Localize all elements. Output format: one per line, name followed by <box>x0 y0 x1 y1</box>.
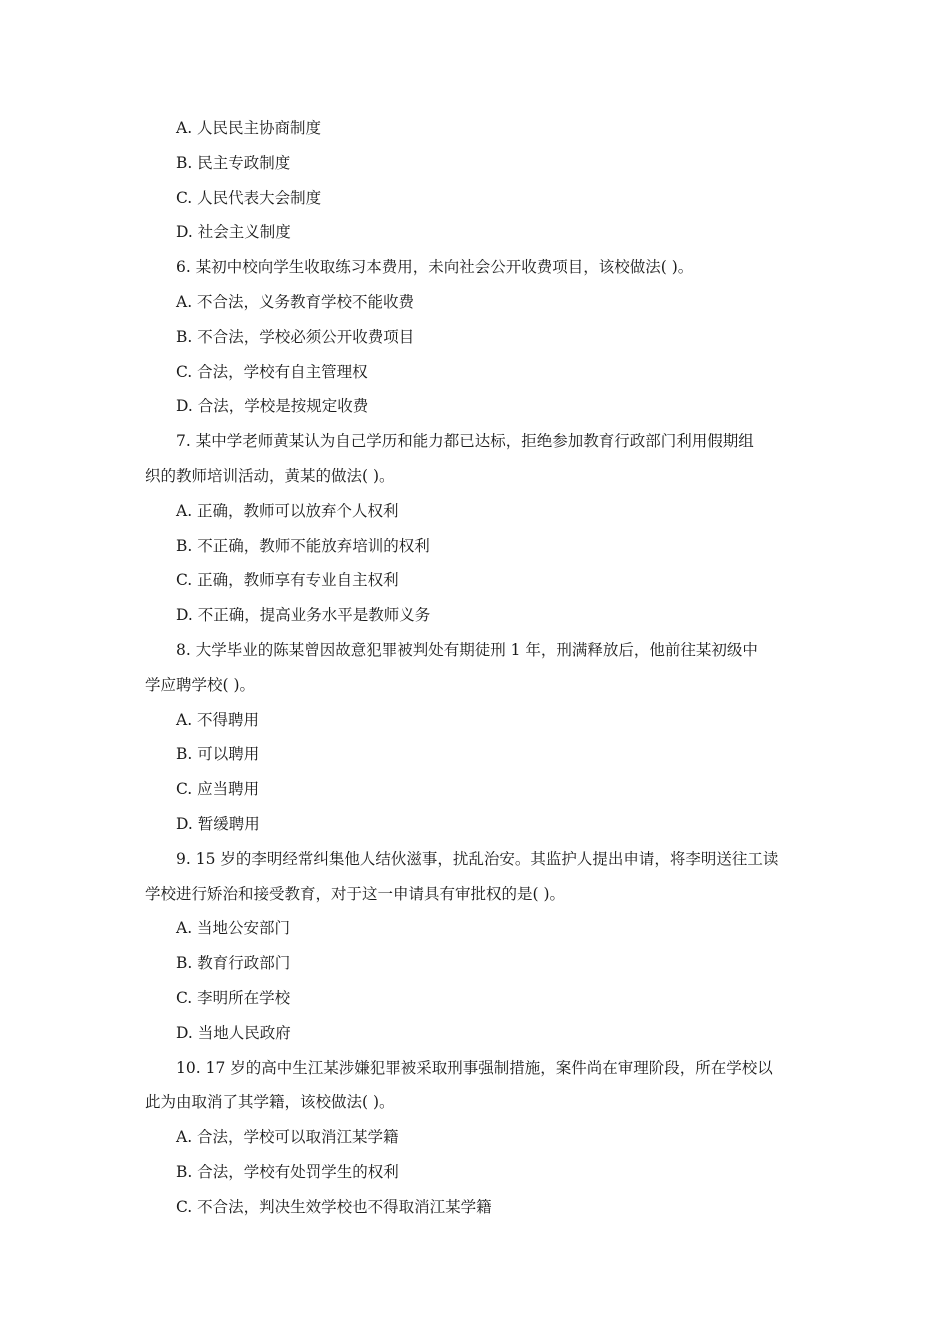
answer-option: A. 当地公安部门 <box>176 919 291 938</box>
answer-option: D. 社会主义制度 <box>176 223 291 242</box>
question-stem <box>145 250 815 285</box>
question-stem <box>145 424 815 494</box>
question-text-line: 10. 17 岁的高中生江某涉嫌犯罪被采取刑事强制措施，案件尚在审理阶段，所在学校以 <box>176 1058 773 1077</box>
answer-option: C. 人民代表大会制度 <box>176 188 322 207</box>
answer-option: C. 李明所在学校 <box>176 988 291 1007</box>
answer-option: D. 暂缓聘用 <box>176 814 260 833</box>
answer-option: A. 不合法，义务教育学校不能收费 <box>176 292 415 311</box>
answer-option: B. 可以聘用 <box>176 745 260 764</box>
answer-option: C. 不合法，判决生效学校也不得取消江某学籍 <box>176 1197 492 1216</box>
answer-option: A. 人民民主协商制度 <box>176 119 322 137</box>
answer-option: C. 应当聘用 <box>176 780 260 799</box>
answer-option: B. 民主专政制度 <box>176 153 291 172</box>
question-text-line: 此为由取消了其学籍，该校做法( )。 <box>145 1093 395 1112</box>
question-stem <box>145 1051 815 1121</box>
answer-option: D. 合法，学校是按规定收费 <box>176 397 369 416</box>
answer-option: B. 合法，学校有处罚学生的权利 <box>176 1162 399 1181</box>
question-text-line: 织的教师培训活动，黄某的做法( )。 <box>145 466 395 485</box>
answer-option: A. 正确，教师可以放弃个人权利 <box>176 501 399 520</box>
document-body <box>145 111 815 1225</box>
answer-option: D. 不正确，提高业务水平是教师义务 <box>176 606 431 625</box>
question-text-line: 6. 某初中校向学生收取练习本费用，未向社会公开收费项目，该校做法( )。 <box>176 258 694 277</box>
question-text-line: 7. 某中学老师黄某认为自己学历和能力都已达标，拒绝参加教育行政部门利用假期组 <box>176 432 754 451</box>
answer-option: D. 当地人民政府 <box>176 1023 291 1042</box>
answer-option: B. 不合法，学校必须公开收费项目 <box>176 327 415 346</box>
answer-option: A. 合法，学校可以取消江某学籍 <box>176 1128 399 1147</box>
question-stem <box>145 842 815 912</box>
question-text-line: 学校进行矫治和接受教育，对于这一申请具有审批权的是( )。 <box>145 884 566 903</box>
question-text-line: 学应聘学校( )。 <box>145 675 256 694</box>
question-text-line: 8. 大学毕业的陈某曾因故意犯罪被判处有期徒刑 1 年，刑满释放后，他前往某初级中 <box>176 640 758 659</box>
answer-option: A. 不得聘用 <box>176 710 260 729</box>
answer-option: C. 合法，学校有自主管理权 <box>176 362 368 381</box>
answer-option: B. 教育行政部门 <box>176 954 291 973</box>
answer-option: C. 正确，教师享有专业自主权利 <box>176 571 399 590</box>
question-text-line: 9. 15 岁的李明经常纠集他人结伙滋事，扰乱治安。其监护人提出申请，将李明送往工读 <box>176 849 779 868</box>
answer-option: B. 不正确，教师不能放弃培训的权利 <box>176 536 430 555</box>
question-stem <box>145 633 815 703</box>
